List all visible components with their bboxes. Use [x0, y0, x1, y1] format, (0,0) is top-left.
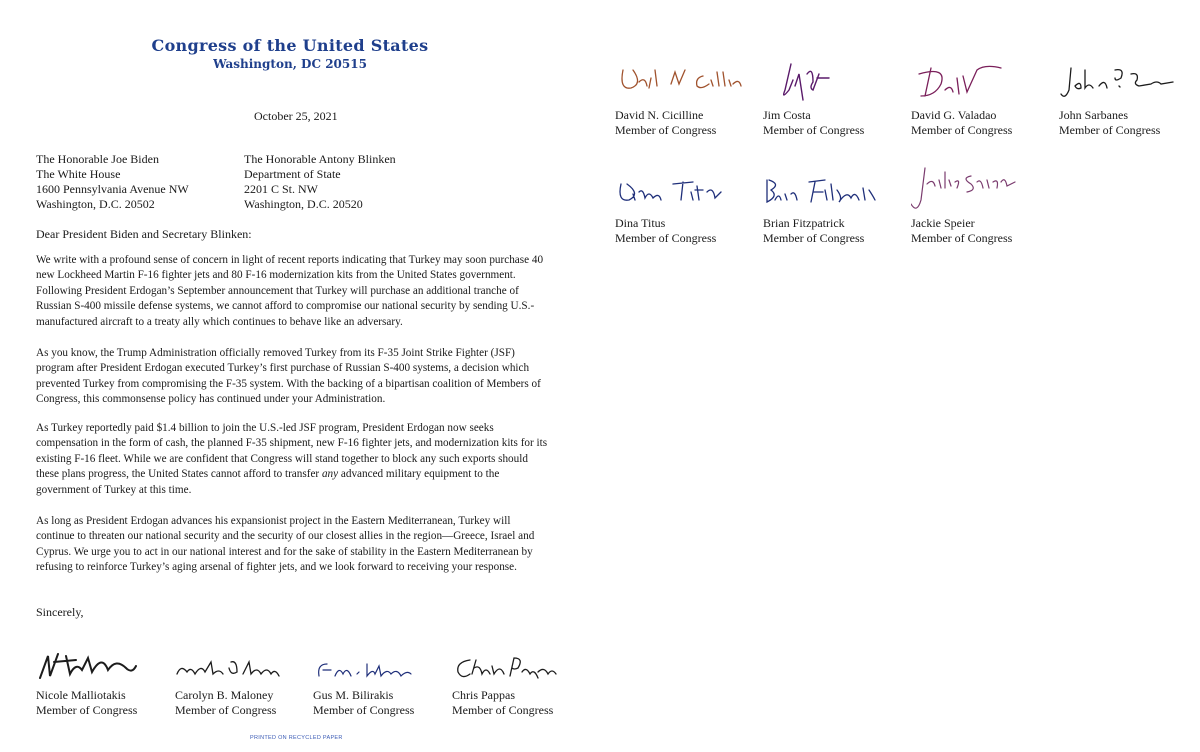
signature-mark	[911, 60, 1041, 108]
body-paragraph-3-emphasis: any	[321, 468, 339, 481]
signature-block-speier	[911, 162, 1041, 246]
signatory-name: Dina Titus	[615, 216, 666, 230]
signatory-title: Member of Congress	[911, 231, 1013, 245]
signature-block-cicilline	[615, 60, 745, 138]
body-paragraph-2: As you know, the Trump Administration officially removed Turkey from its F-35 Joint Strike Fighter (JSF) program after President Erdogan executed Turkey’s first purchase of Russian S-400 systems, a decision which prevented Turkey from compromising the F-35 system. With the backing of a bipartisan coalition of Members of Congress, this commonsense policy has continued under your Administration.	[36, 347, 541, 406]
address-line: 2201 C St. NW	[244, 182, 319, 196]
signature-mark	[36, 648, 166, 688]
signature-mark	[175, 648, 305, 688]
address-line: The Honorable Antony Blinken	[244, 152, 396, 166]
address-line: The Honorable Joe Biden	[36, 152, 159, 166]
signature-mark	[615, 172, 745, 216]
signature-block-maloney	[175, 648, 305, 718]
signature-block-valadao	[911, 60, 1041, 138]
signatory-title: Member of Congress	[452, 703, 554, 717]
signature-block-titus	[615, 172, 745, 246]
body-paragraph-3-text: As Turkey reportedly paid $1.4 billion to join the U.S.-led JSF program, President Erdogan now seeks compensation in the form of cash, the planned F-35 shipment, new F-16 fighter jets, and modernization kits for its existing F-16 fleet. While we are confident that Congress will stand together to block any such exports should these plans progress, the United States cannot afford to transfer	[36, 422, 548, 481]
signature-mark	[615, 60, 745, 108]
signature-block-pappas	[452, 648, 582, 718]
address-line: Washington, D.C. 20520	[244, 197, 363, 211]
signature-block-malliotakis	[36, 648, 166, 718]
signatory-title: Member of Congress	[615, 123, 717, 137]
signatory-name: David N. Cicilline	[615, 108, 704, 122]
address-line: Department of State	[244, 167, 341, 181]
signature-mark	[911, 162, 1041, 216]
signatory-name: David G. Valadao	[911, 108, 997, 122]
recipient-address-blinken	[244, 152, 396, 212]
letter-date: October 25, 2021	[254, 109, 338, 123]
signatory-name: Jim Costa	[763, 108, 811, 122]
signatory-title: Member of Congress	[911, 123, 1013, 137]
signatory-name: Nicole Malliotakis	[36, 688, 126, 702]
signatory-title: Member of Congress	[615, 231, 717, 245]
body-paragraph-3	[36, 421, 550, 498]
signature-mark	[763, 60, 893, 108]
signatory-title: Member of Congress	[36, 703, 138, 717]
letterhead-title: Congress of the United States	[151, 36, 429, 55]
signatory-name: Brian Fitzpatrick	[763, 216, 845, 230]
signatory-title: Member of Congress	[175, 703, 277, 717]
address-line: The White House	[36, 167, 121, 181]
signatory-title: Member of Congress	[763, 231, 865, 245]
signature-block-fitzpatrick	[763, 172, 893, 246]
signatory-name: Gus M. Bilirakis	[313, 688, 394, 702]
signature-block-sarbanes	[1059, 60, 1189, 138]
signature-mark	[452, 648, 582, 688]
signatory-name: John Sarbanes	[1059, 108, 1128, 122]
signature-mark	[313, 648, 443, 688]
signatory-title: Member of Congress	[1059, 123, 1161, 137]
signatory-name: Chris Pappas	[452, 688, 515, 702]
body-paragraph-1: We write with a profound sense of concern in light of recent reports indicating that Turkey may soon purchase 40 new Lockheed Martin F-16 fighter jets and 80 F-16 modernization kits from the United States government. Following President Erdogan’s September announcement that Turkey will purchase an additional tranche of Russian S-400 missile defense systems, we cannot afford to compromise our national security by sending U.S.-manufactured aircraft to a treaty ally which continues to behave like an adversary.	[36, 254, 544, 328]
address-line: 1600 Pennsylvania Avenue NW	[36, 182, 189, 196]
signature-block-bilirakis	[313, 648, 443, 718]
signatory-title: Member of Congress	[313, 703, 415, 717]
salutation: Dear President Biden and Secretary Blinken:	[36, 227, 252, 241]
letterhead	[150, 36, 430, 71]
signatory-title: Member of Congress	[763, 123, 865, 137]
signatory-name: Jackie Speier	[911, 216, 975, 230]
address-line: Washington, D.C. 20502	[36, 197, 155, 211]
letterhead-address: Washington, DC 20515	[213, 57, 367, 71]
signature-mark	[1059, 60, 1189, 108]
closing: Sincerely,	[36, 605, 84, 619]
recycled-paper-notice: PRINTED ON RECYCLED PAPER	[250, 735, 343, 741]
signatory-name: Carolyn B. Maloney	[175, 688, 274, 702]
signature-block-costa	[763, 60, 893, 138]
recipient-address-biden	[36, 152, 189, 212]
signature-mark	[763, 172, 893, 216]
body-paragraph-4: As long as President Erdogan advances his expansionist project in the Eastern Mediterranean, Turkey will continue to threaten our national security and the security of our closest allies in the region—Greece, Israel and Cyprus. We urge you to act in our national interest and for the sake of stability in the Eastern Mediterranean by refusing to reinforce Turkey’s aging arsenal of fighter jets, and we look forward to receiving your response.	[36, 515, 535, 574]
body-paragraph-3-text-end: advanced military equipment to the government of Turkey at this time.	[36, 468, 500, 496]
